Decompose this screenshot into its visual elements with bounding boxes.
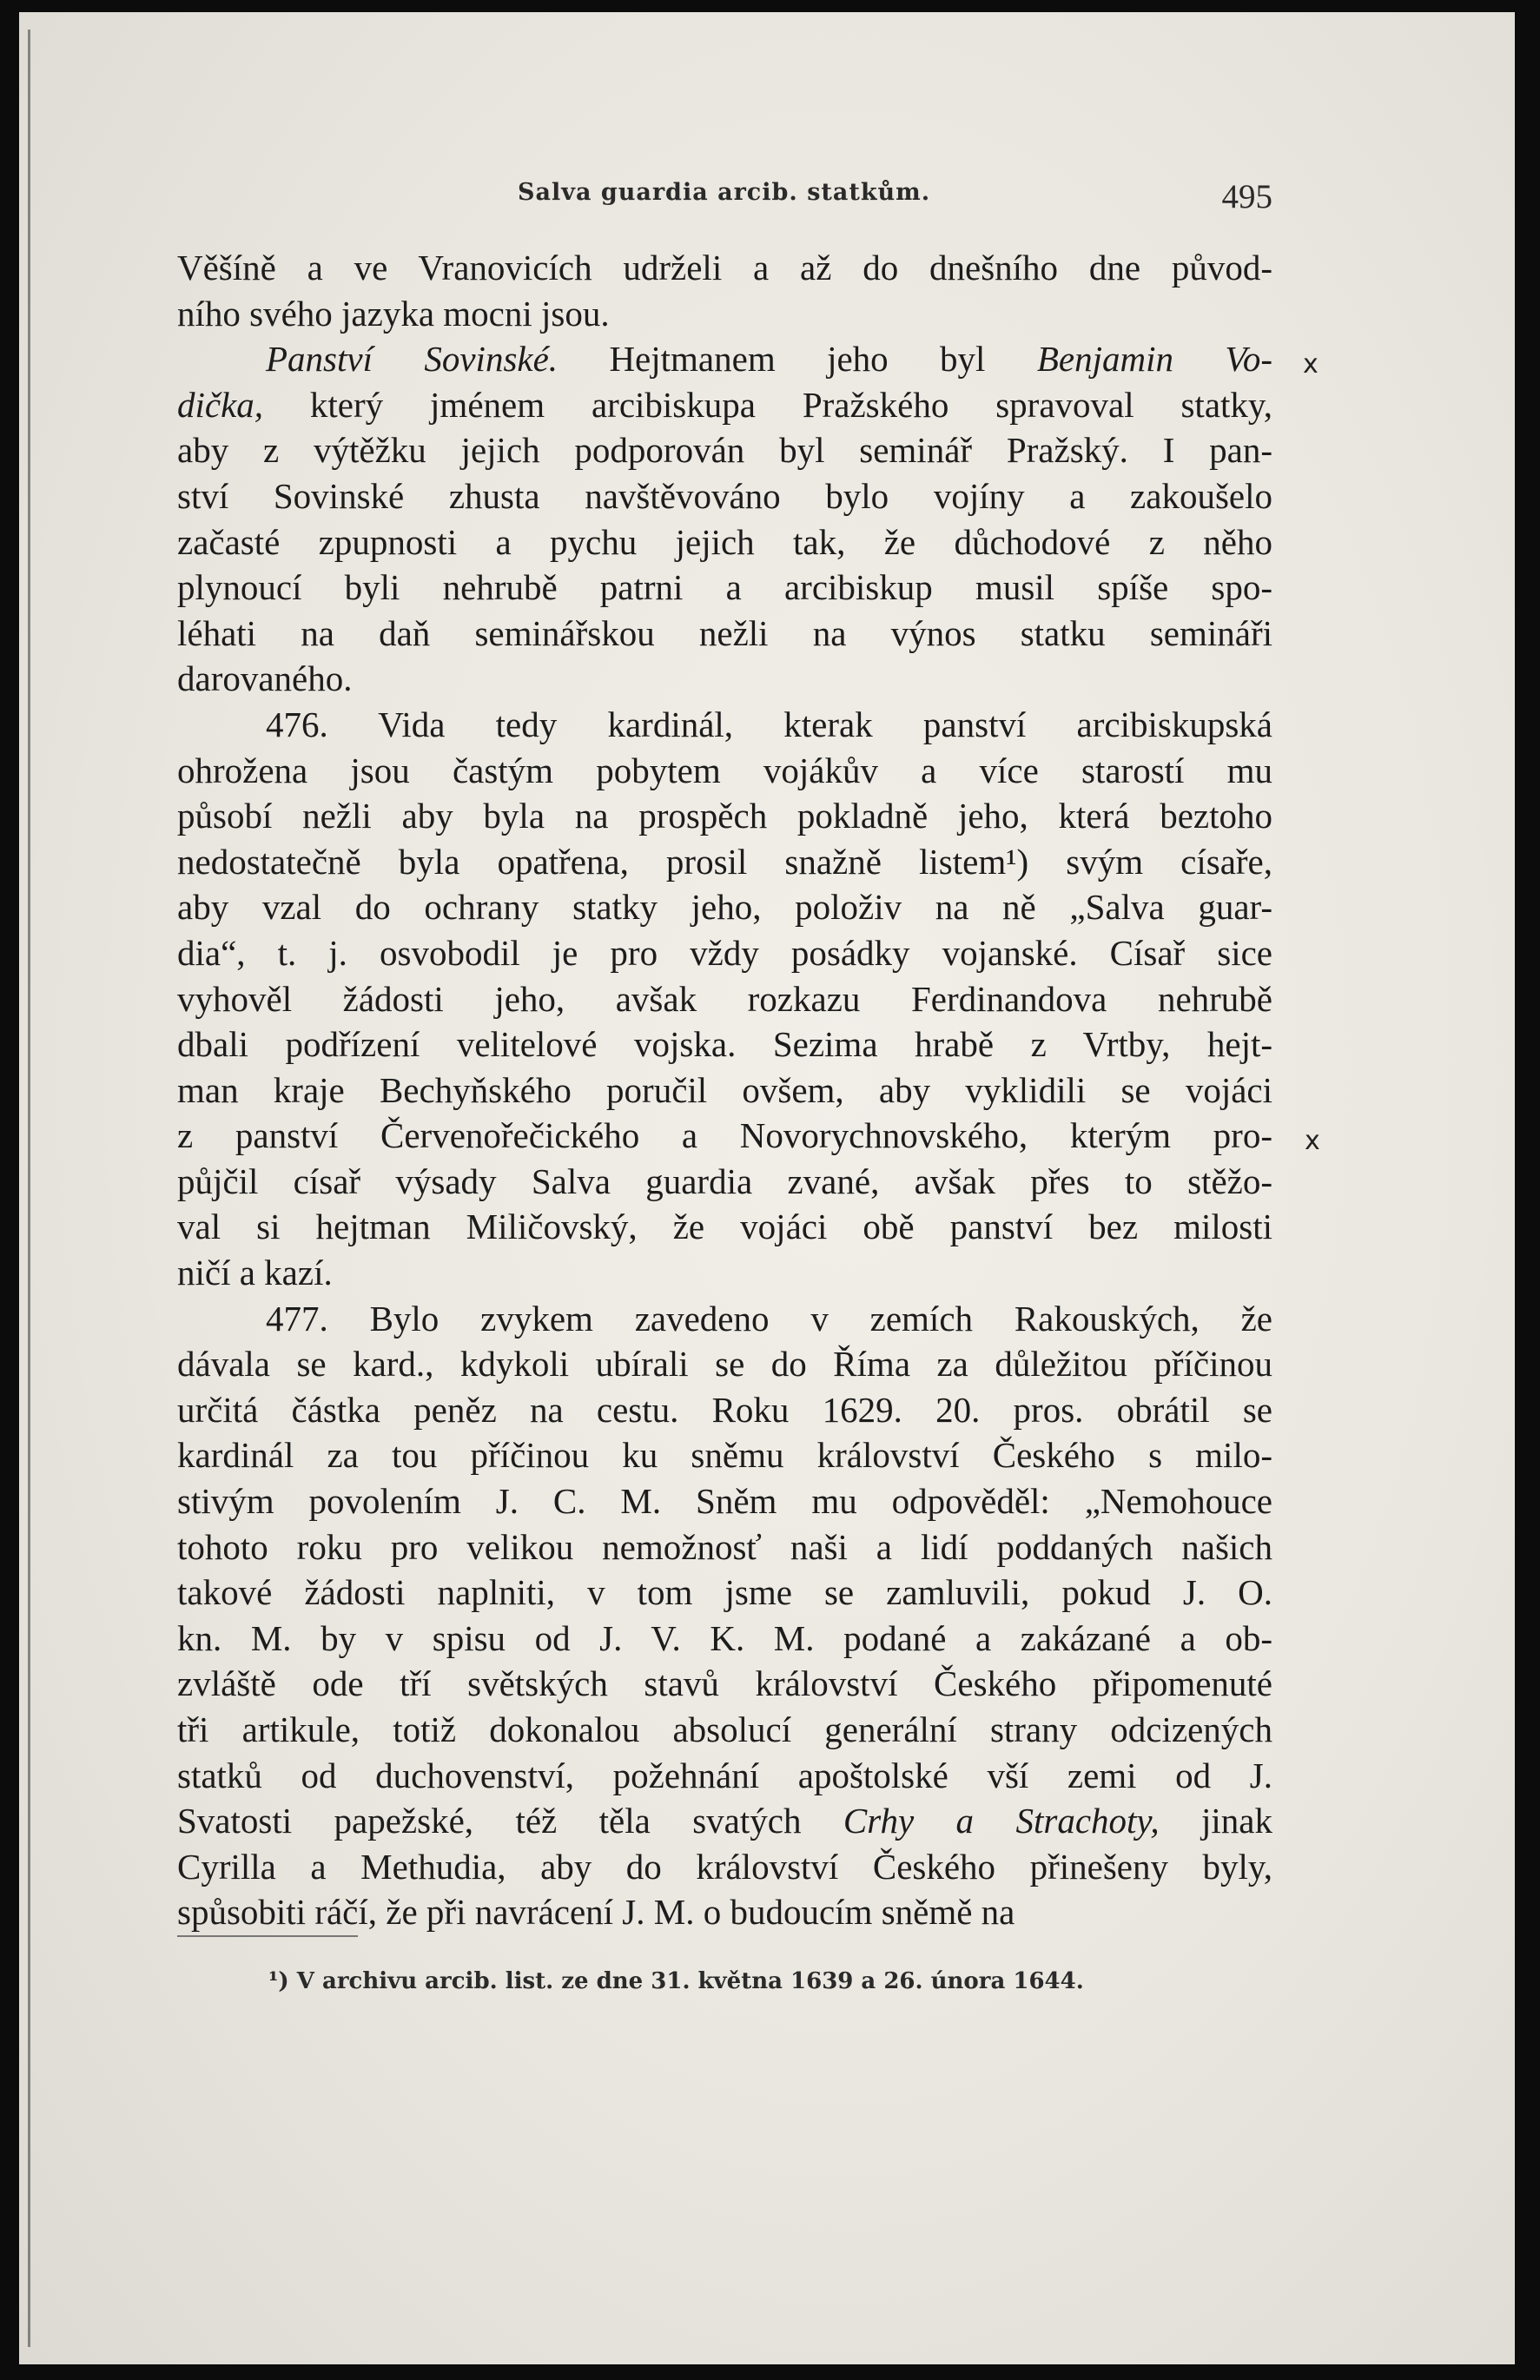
text-line: takové žádosti naplniti, v tom jsme se zamluvili, pokud J. O. <box>177 1572 1272 1613</box>
book-page <box>19 12 1515 2364</box>
footnote-rule <box>177 1935 358 1937</box>
text-line: léhati na daň seminářskou nežli na výnos statku semináři <box>177 612 1272 653</box>
text-line: 476. Vida tedy kardinál, kterak panství arcibiskupská <box>266 704 1272 744</box>
text-line: dbali podřízení velitelové vojska. Sezima hrabě z Vrtby, hejt- <box>177 1024 1272 1065</box>
running-head: Salva guardia arcib. statkům. <box>518 179 931 206</box>
body-text <box>177 245 1272 1935</box>
italic-span: Crhy a Strachoty, <box>843 1801 1160 1841</box>
margin-mark: x <box>1305 1126 1320 1156</box>
text-span: Hejtmanem jeho byl <box>558 339 1037 380</box>
text-line: působí nežli aby byla na prospěch pokladně jeho, která beztoho <box>177 796 1272 836</box>
text-line: aby vzal do ochrany statky jeho, položiv na ně „Salva guar- <box>177 887 1272 928</box>
text-line <box>177 1798 1272 1844</box>
text-line: dia“, t. j. osvobodil je pro vždy posádky vojanské. Císař sice <box>177 932 1272 973</box>
text-line: Cyrilla a Methudia, aby do království Českého přinešeny byly, <box>177 1846 1272 1887</box>
text-line: ství Sovinské zhusta navštěvováno bylo vojíny a zakoušelo <box>177 475 1272 516</box>
italic-span: Benjamin Vo- <box>1036 339 1272 380</box>
page-number: 495 <box>1221 178 1272 215</box>
text-line: nedostatečně byla opatřena, prosil snažně listem¹) svým císaře, <box>177 841 1272 882</box>
text-line <box>177 382 1272 428</box>
text-line: z panství Červenořečického a Novorychnovského, kterým pro- <box>177 1115 1272 1156</box>
italic-span: dička, <box>177 384 264 425</box>
text-line: kn. M. by v spisu od J. V. K. M. podané a zakázané a ob- <box>177 1617 1272 1658</box>
text-line: ničí a kazí. <box>177 1253 333 1293</box>
text-line: stivým povolením J. C. M. Sněm mu odpověděl: „Nemohouce <box>177 1481 1272 1522</box>
text-line <box>177 336 1272 382</box>
text-line: plynoucí byli nehrubě patrni a arcibiskup musil spíše spo- <box>177 567 1272 608</box>
text-line: statků od duchovenství, požehnání apoštolské vší zemi od J. <box>177 1755 1272 1795</box>
text-line: dávala se kard., kdykoli ubírali se do Říma za důležitou příčinou <box>177 1344 1272 1385</box>
text-line: tři artikule, totiž dokonalou absolucí generální strany odcizených <box>177 1709 1272 1749</box>
text-line: val si hejtman Miličovský, že vojáci obě panství bez milosti <box>177 1207 1272 1247</box>
text-line: aby z výtěžku jejich podporován byl seminář Pražský. I pan- <box>177 430 1272 471</box>
text-line: kardinál za tou příčinou ku sněmu království Českého s milo- <box>177 1435 1272 1476</box>
text-line: ohrožena jsou častým pobytem vojákův a více starostí mu <box>177 750 1272 790</box>
text-line: man kraje Bechyňského poručil ovšem, aby vyklidili se vojáci <box>177 1069 1272 1110</box>
text-span: Svatosti papežské, též těla svatých <box>177 1801 843 1841</box>
text-span: jinak <box>1159 1801 1272 1841</box>
text-line: darovaného. <box>177 658 353 699</box>
text-span: který jménem arcibiskupa Pražského spravoval statky, <box>263 384 1272 425</box>
text-line: ního svého jazyka mocni jsou. <box>177 293 610 334</box>
text-line: zvláště ode tří světských stavů království Českého připomenuté <box>177 1663 1272 1704</box>
text-line: začasté zpupnosti a pychu jejich tak, že důchodové z něho <box>177 521 1272 562</box>
text-line: spůsobiti ráčí, že při navrácení J. M. o budoucím sněmě na <box>177 1892 1015 1933</box>
text-line: určitá částka peněz na cestu. Roku 1629. 20. pros. obrátil se <box>177 1389 1272 1430</box>
text-line: Věšíně a ve Vranovicích udrželi a až do dnešního dne původ- <box>177 248 1272 288</box>
text-line: vyhověl žádosti jeho, avšak rozkazu Ferdinandova nehrubě <box>177 978 1272 1019</box>
text-line: tohoto roku pro velikou nemožnosť naši a lidí poddaných našich <box>177 1526 1272 1567</box>
text-line: 477. Bylo zvykem zavedeno v zemích Rakouských, že <box>266 1298 1272 1339</box>
italic-span: Panství Sovinské. <box>266 339 558 380</box>
margin-mark: x <box>1303 349 1319 380</box>
text-line: půjčil císař výsady Salva guardia zvané, avšak přes to stěžo- <box>177 1160 1272 1201</box>
footnote: ¹) V archivu arcib. list. ze dne 31. května 1639 a 26. února 1644. <box>268 1968 1084 1994</box>
